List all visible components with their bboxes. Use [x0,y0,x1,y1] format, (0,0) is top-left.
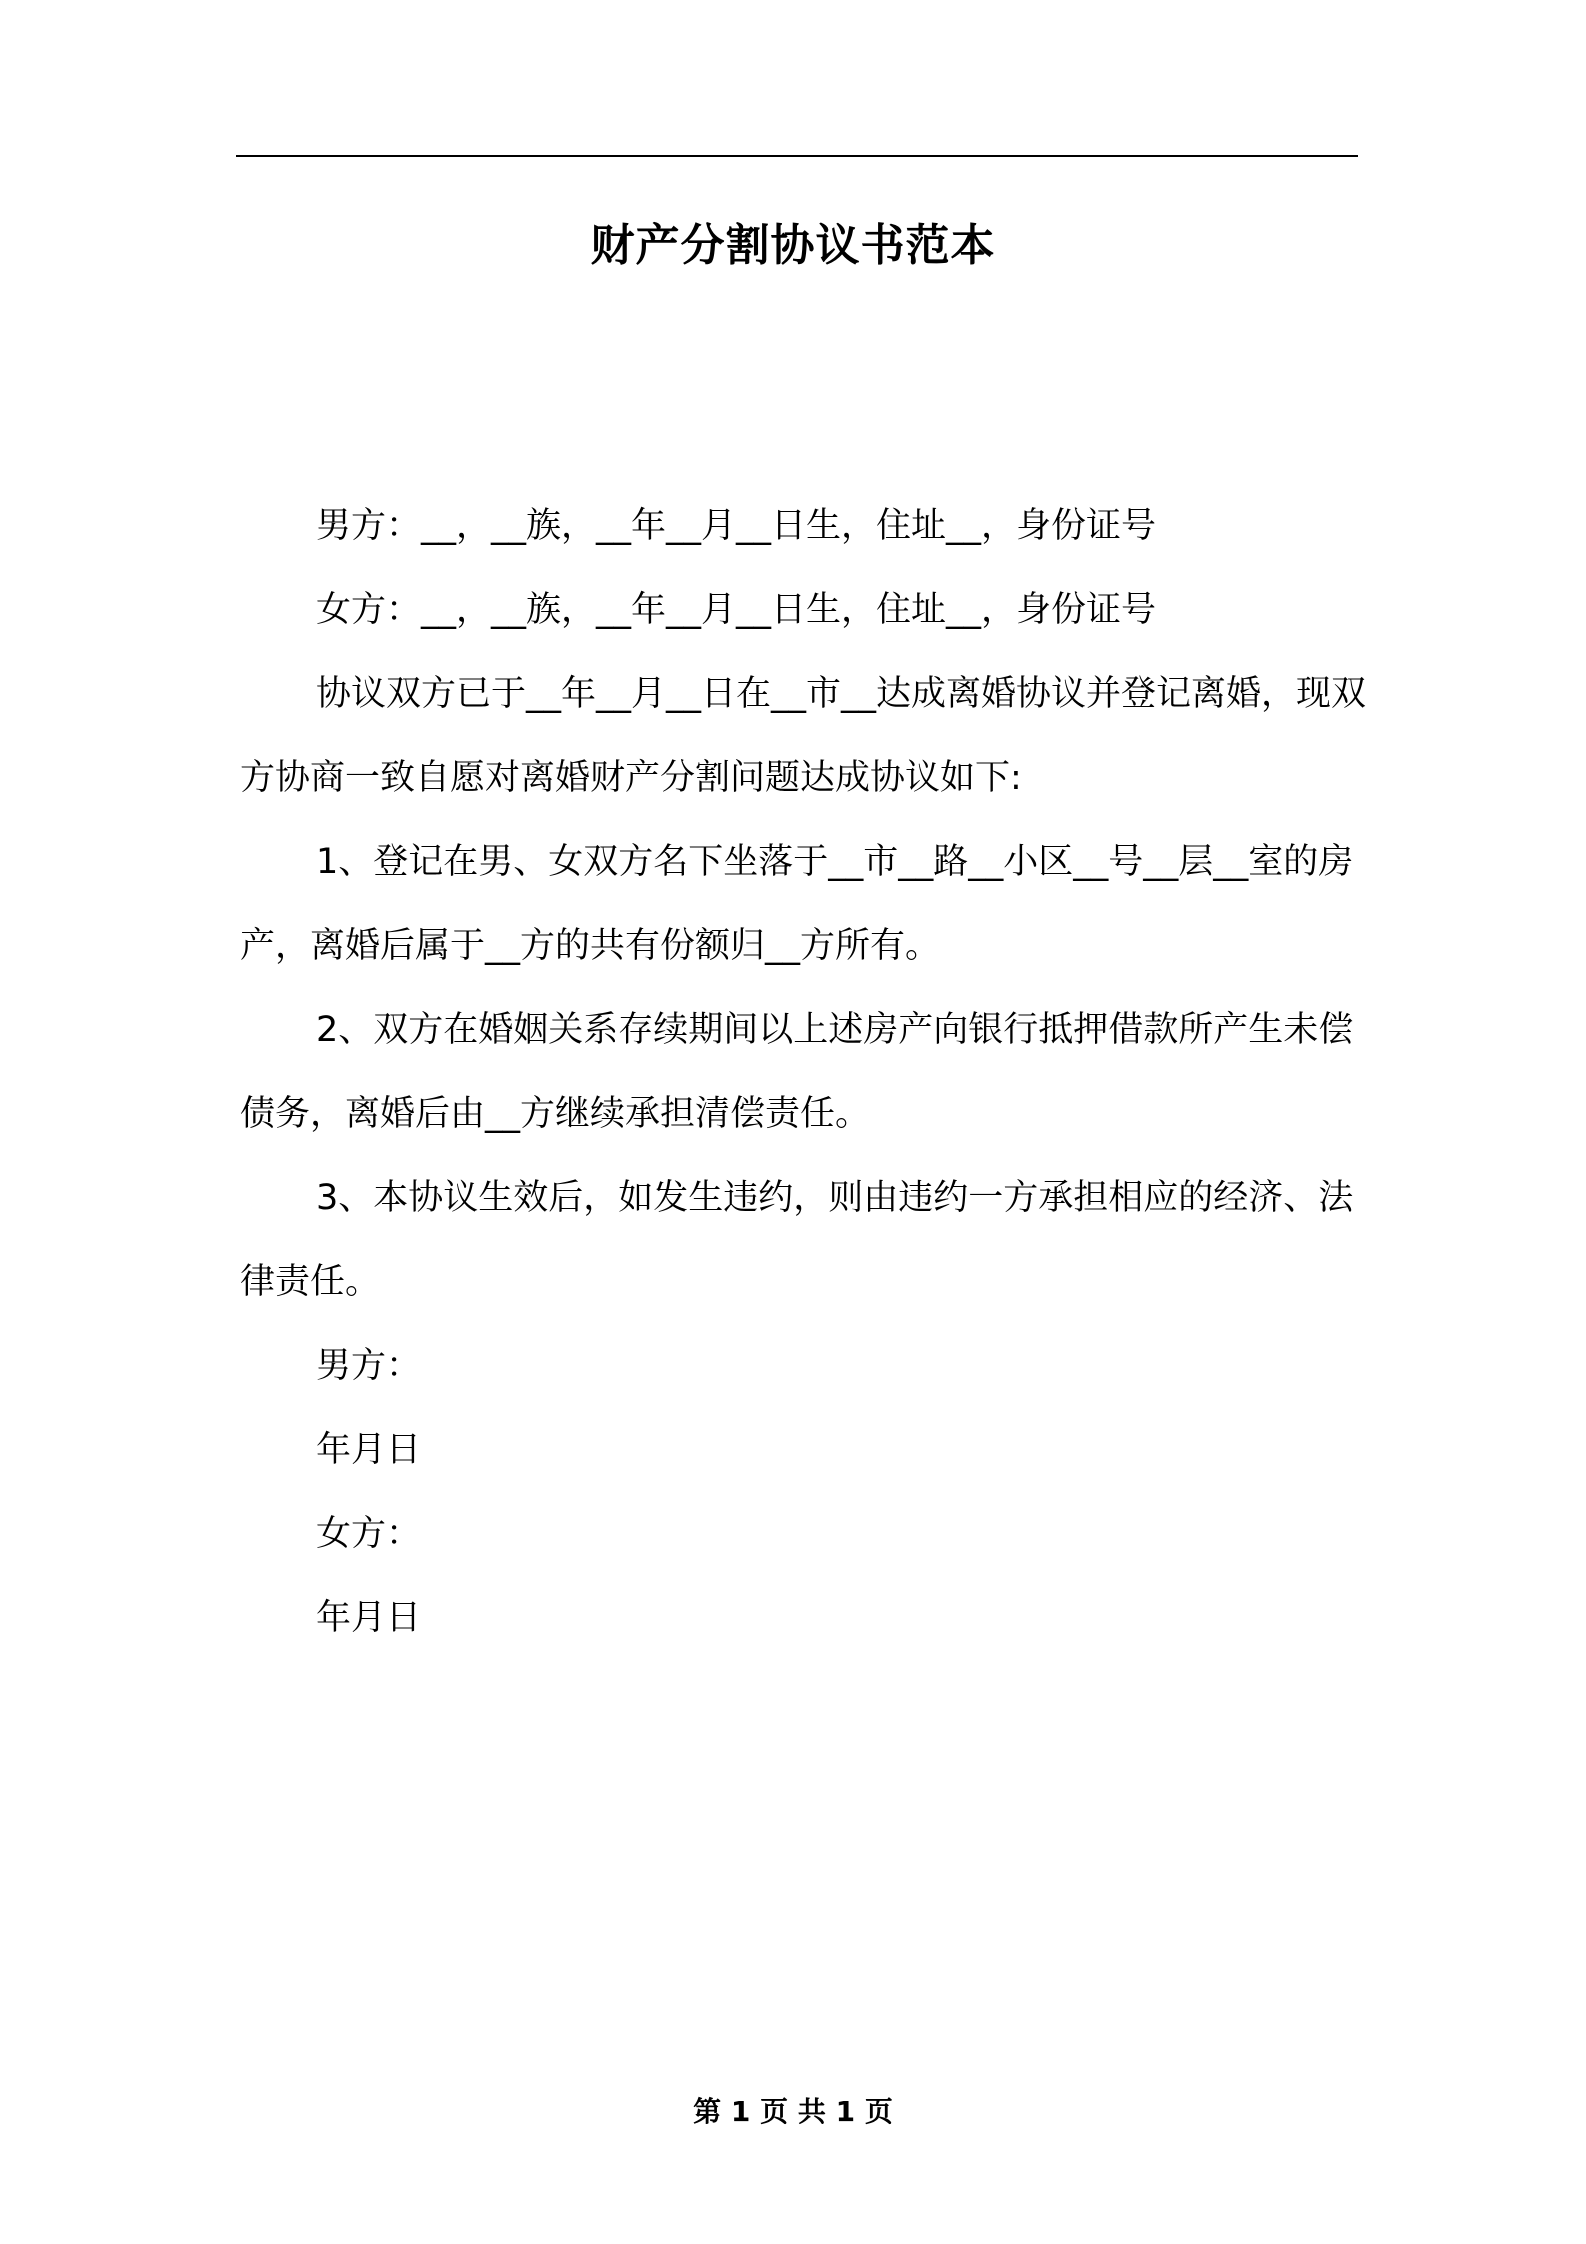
agreement-preamble: 协议双方已于__年__月__日在__市__达成离婚协议并登记离婚，现双方协商一致自愿对离婚财产分割问题达成协议如下: [240,674,1367,798]
female-signature-date: 年月日 [316,1598,422,1638]
female-signature-label: 女方： [316,1514,422,1554]
document-body [240,484,1380,1660]
male-party-info: 男方：__，__族，__年__月__日生，住址__，身份证号 [316,506,1157,546]
header-rule [236,155,1358,157]
document-title: 财产分割协议书范本 [590,220,996,271]
clause-1-property: 1、登记在男、女双方名下坐落于__市__路__小区__号__层__室的房产，离婚后属于__方的共有份额归__方所有。 [240,842,1354,966]
page-footer: 第 1 页 共 1 页 [693,2095,893,2128]
clause-2-debt: 2、双方在婚姻关系存续期间以上述房产向银行抵押借款所产生未偿债务，离婚后由__方继续承担清偿责任。 [240,1010,1354,1134]
clause-3-liability: 3、本协议生效后，如发生违约，则由违约一方承担相应的经济、法律责任。 [240,1178,1354,1302]
male-signature-date: 年月日 [316,1430,422,1470]
female-party-info: 女方：__，__族，__年__月__日生，住址__，身份证号 [316,590,1157,630]
male-signature-label: 男方： [316,1346,422,1386]
